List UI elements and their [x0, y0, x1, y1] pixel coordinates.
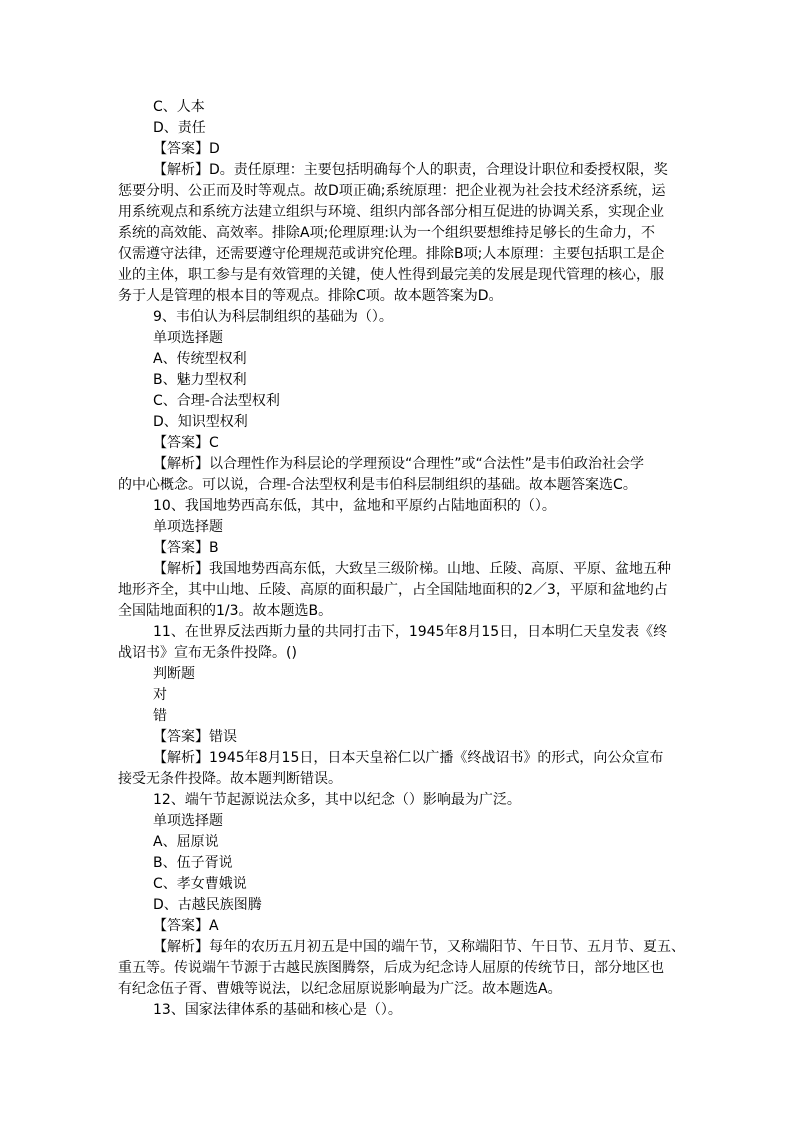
text-line: 对 [153, 687, 167, 703]
text-line: 【答案】D [153, 141, 220, 157]
text-line: C、人本 [153, 99, 205, 115]
text-line: 务于人是管理的根本目的等观点。排除C项。故本题答案为D。 [118, 288, 503, 304]
text-line: D、责任 [153, 120, 206, 136]
text-line: 仅需遵守法律，还需要遵守伦理规范或讲究伦理。排除B项;人本原理：主要包括职工是企 [118, 246, 665, 262]
text-line: A、传统型权利 [153, 351, 247, 367]
text-line: 9、韦伯认为科层制组织的基础为（）。 [153, 309, 393, 325]
text-line: 11、在世界反法西斯力量的共同打击下，1945年8月15日，日本明仁天皇发表《终 [153, 624, 668, 640]
text-line: 10、我国地势西高东低，其中，盆地和平原约占陆地面积的（）。 [153, 498, 556, 514]
text-line: 系统的高效能、高效率。排除A项;伦理原理:认为一个组织要想维持足够长的生命力，不 [118, 225, 656, 241]
document-page [118, 97, 685, 1021]
text-line: 【答案】A [153, 918, 219, 934]
text-line: 单项选择题 [153, 813, 223, 829]
text-line: D、古越民族图腾 [153, 897, 262, 913]
text-line: 用系统观点和系统方法建立组织与环境、组织内部各部分相互促进的协调关系，实现企业 [118, 204, 664, 220]
text-line: 战诏书》宣布无条件投降。() [118, 645, 297, 661]
text-line: A、屈原说 [153, 834, 219, 850]
text-line: 【解析】以合理性作为科层论的学理预设“合理性”或“合法性”是韦伯政治社会学 [153, 456, 645, 472]
text-line: 单项选择题 [153, 330, 223, 346]
text-line: 【答案】错误 [153, 729, 237, 745]
text-line: 惩要分明、公正而及时等观点。故D项正确;系统原理：把企业视为社会技术经济系统，运 [118, 183, 666, 199]
text-line: 重五等。传说端午节源于古越民族图腾祭，后成为纪念诗人屈原的传统节日，部分地区也 [118, 960, 664, 976]
text-line: 【解析】每年的农历五月初五是中国的端午节，又称端阳节、午日节、五月节、夏五、 [153, 939, 685, 955]
text-line: C、孝女曹娥说 [153, 876, 247, 892]
text-line: 有纪念伍子胥、曹娥等说法，以纪念屈原说影响最为广泛。故本题选A。 [118, 981, 562, 997]
text-line: 13、国家法律体系的基础和核心是（）。 [153, 1002, 402, 1018]
text-line: 【解析】我国地势西高东低，大致呈三级阶梯。山地、丘陵、高原、平原、盆地五种 [153, 561, 671, 577]
text-line: B、伍子胥说 [153, 855, 233, 871]
text-line: 【解析】D。责任原理：主要包括明确每个人的职责，合理设计职位和委授权限，奖 [153, 162, 668, 178]
text-line: 地形齐全，其中山地、丘陵、高原的面积最广，占全国陆地面积的2／3，平原和盆地约占 [118, 582, 668, 598]
text-line: 的中心概念。可以说，合理-合法型权利是韦伯科层制组织的基础。故本题答案选C。 [118, 477, 637, 493]
text-line: 【答案】B [153, 540, 219, 556]
text-line: 全国陆地面积的1/3。故本题选B。 [118, 603, 333, 619]
text-line: 12、端午节起源说法众多，其中以纪念（）影响最为广泛。 [153, 792, 521, 808]
text-line: 业的主体，职工参与是有效管理的关键，使人性得到最完美的发展是现代管理的核心，服 [118, 267, 664, 283]
text-line: 接受无条件投降。故本题判断错误。 [118, 771, 342, 787]
text-line: D、知识型权利 [153, 414, 248, 430]
text-line: 【答案】C [153, 435, 219, 451]
text-line: 判断题 [153, 666, 195, 682]
text-line: 【解析】1945年8月15日，日本天皇裕仁以广播《终战诏书》的形式，向公众宣布 [153, 750, 664, 766]
text-line: 错 [153, 708, 167, 724]
text-line: C、合理-合法型权利 [153, 393, 280, 409]
text-line: B、魅力型权利 [153, 372, 247, 388]
text-line: 单项选择题 [153, 519, 223, 535]
